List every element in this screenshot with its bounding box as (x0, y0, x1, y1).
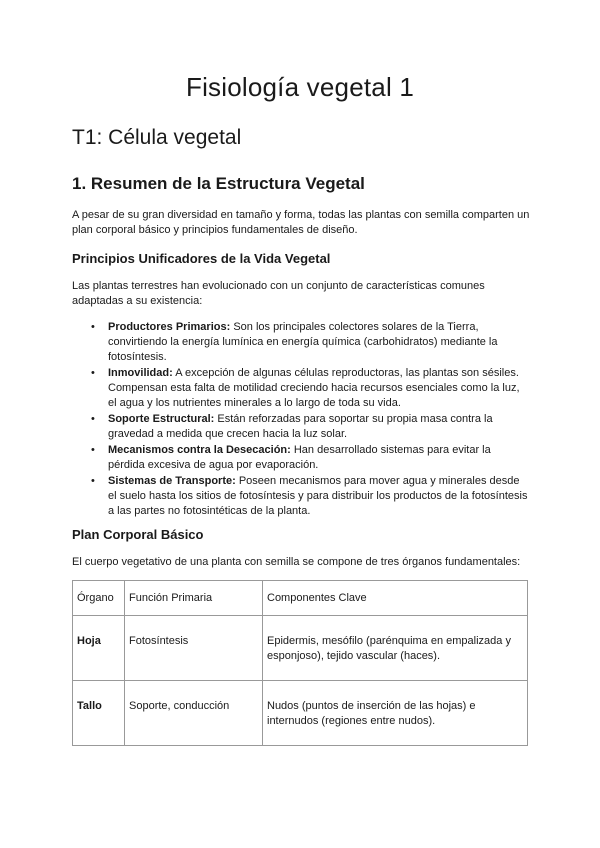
list-item-term: Productores Primarios: (108, 321, 231, 333)
list-item (72, 474, 530, 519)
list-item-text: Poseen mecanismos para mover agua y minerales desde el suelo hasta los sitios de fotosíntesis y para distribuir los productos de la fotosíntesis a las partes no fotosintéticas de la planta. (108, 475, 528, 517)
table-cell-function: Fotosíntesis (125, 616, 263, 681)
list-item (72, 320, 530, 365)
list-item-text: Están reforzadas para soportar su propia masa contra la gravedad a medida que crecen hacia la luz solar. (108, 413, 493, 440)
list-item-term: Mecanismos contra la Desecación: (108, 444, 291, 456)
bullet-icon: • (91, 475, 95, 487)
list-item-term: Inmovilidad: (108, 367, 173, 379)
list-item-text: Han desarrollado sistemas para evitar la pérdida excesiva de agua por evaporación. (108, 444, 491, 471)
principles-list (72, 320, 530, 520)
bullet-icon: • (91, 413, 95, 425)
table-cell-function: Soporte, conducción (125, 681, 263, 746)
list-item-term: Soporte Estructural: (108, 413, 215, 425)
table-header-cell: Órgano (73, 581, 125, 616)
table-cell-components: Epidermis, mesófilo (parénquima en empalizada y esponjoso), tejido vascular (haces). (263, 616, 528, 681)
table-row (73, 616, 528, 681)
list-item-text: Son los principales colectores solares de la Tierra, convirtiendo la energía lumínica en energía química (carbohidratos) mediante la fotosíntesis. (108, 321, 498, 363)
document-title: Fisiología vegetal 1 (185, 72, 415, 102)
table-cell-components: Nudos (puntos de inserción de las hojas) e internudos (regiones entre nudos). (263, 681, 528, 746)
list-item (72, 412, 530, 442)
list-item (72, 366, 530, 411)
table-header-cell: Componentes Clave (263, 581, 528, 616)
bullet-icon: • (91, 321, 95, 333)
plan-paragraph: El cuerpo vegetativo de una planta con semilla se compone de tres órganos fundamentales: (72, 556, 521, 568)
bullet-icon: • (91, 444, 95, 456)
section-heading: 1. Resumen de la Estructura Vegetal (72, 174, 365, 193)
table-header-row (73, 581, 528, 616)
plan-heading: Plan Corporal Básico (72, 527, 204, 542)
principios-paragraph: Las plantas terrestres han evolucionado con un conjunto de características comunes adaptadas a su existencia: (72, 280, 485, 307)
table-row (73, 681, 528, 746)
intro-paragraph: A pesar de su gran diversidad en tamaño y forma, todas las plantas con semilla comparten un plan corporal básico y principios fundamentales de diseño. (72, 209, 530, 236)
principios-heading: Principios Unificadores de la Vida Vegetal (72, 251, 331, 266)
list-item-term: Sistemas de Transporte: (108, 475, 236, 487)
table-header-cell: Función Primaria (125, 581, 263, 616)
list-item-text: A excepción de algunas células reproductoras, las plantas son sésiles. Compensan esta falta de motilidad creciendo hacia recursos esenciales como la luz, el agua y los nutrientes minerales a lo largo de toda su vida. (108, 367, 520, 409)
table-cell-organ: Hoja (73, 616, 125, 681)
bullet-icon: • (91, 367, 95, 379)
list-item (72, 443, 530, 473)
chapter-heading: T1: Célula vegetal (72, 126, 242, 149)
organs-table (72, 580, 528, 746)
table-cell-organ: Tallo (73, 681, 125, 746)
